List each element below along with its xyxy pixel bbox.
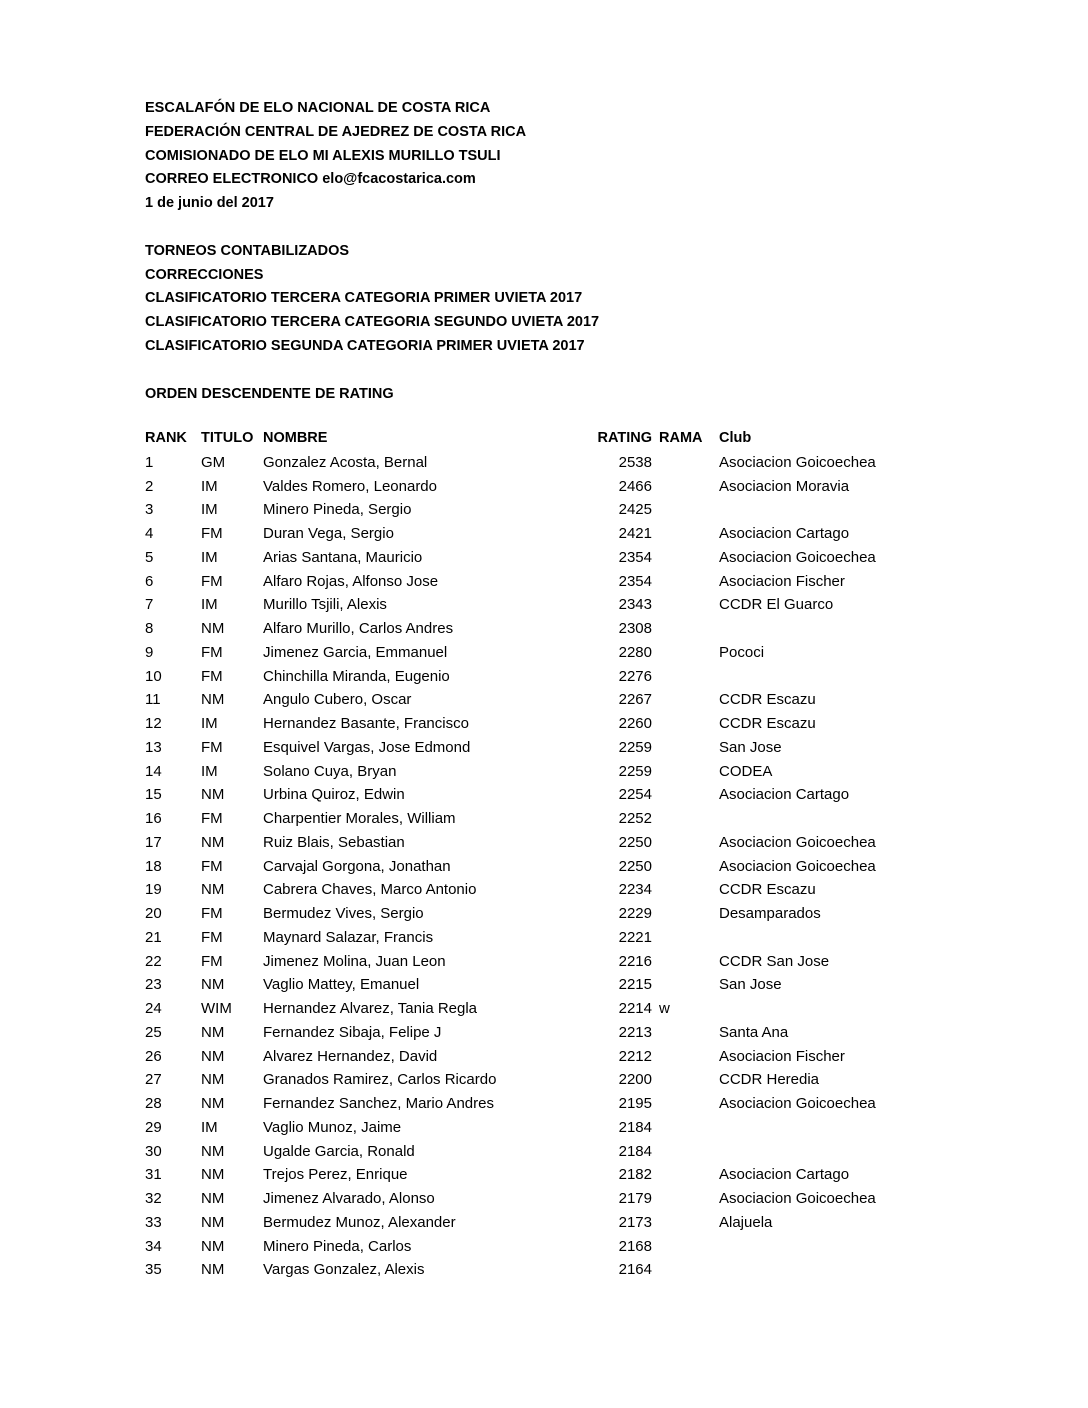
cell-title: NM: [201, 1190, 225, 1207]
cell-rating: 2276: [618, 667, 652, 685]
cell-title: IM: [201, 477, 218, 495]
cell-name: Alfaro Murillo, Carlos Andres: [263, 620, 454, 637]
cell-rating: 2200: [618, 1071, 652, 1089]
cell-title: FM: [201, 525, 223, 542]
cell-club: CCDR Heredia: [719, 1071, 820, 1089]
cell-name: Angulo Cubero, Oscar: [263, 691, 412, 709]
cell-rank: 1: [145, 453, 154, 471]
column-header-title: TITULO: [201, 430, 254, 446]
cell-rating: 2252: [618, 810, 652, 827]
cell-title: FM: [201, 952, 223, 970]
cell-rating: 2254: [618, 786, 652, 804]
cell-title: WIM: [201, 1000, 232, 1017]
order-label: ORDEN DESCENDENTE DE RATING: [145, 385, 394, 402]
cell-club: Asociacion Goicoechea: [719, 857, 876, 875]
cell-club: Asociacion Cartago: [719, 525, 850, 542]
cell-title: FM: [201, 667, 223, 685]
cell-rank: 35: [145, 1261, 162, 1279]
table-row: [145, 1258, 945, 1282]
cell-title: FM: [201, 928, 223, 946]
cell-rank: 18: [145, 857, 162, 875]
cell-rank: 23: [145, 976, 162, 994]
table-row: [145, 997, 945, 1021]
table-row: [145, 783, 945, 807]
cell-name: Vargas Gonzalez, Alexis: [263, 1261, 425, 1279]
cell-club: CCDR Escazu: [719, 715, 816, 732]
table-row: [145, 522, 945, 546]
cell-rating: 2421: [618, 525, 652, 542]
tournament-item: CLASIFICATORIO TERCERA CATEGORIA SEGUNDO UVIETA 2017: [145, 314, 600, 331]
table-row: [145, 475, 945, 499]
cell-title: NM: [201, 1213, 225, 1231]
cell-club: Asociacion Goicoechea: [719, 548, 876, 566]
cell-title: NM: [201, 1142, 225, 1160]
column-header-club: Club: [719, 430, 752, 446]
cell-name: Bermudez Munoz, Alexander: [263, 1213, 456, 1231]
cell-name: Esquivel Vargas, Jose Edmond: [263, 738, 471, 756]
cell-club: Pococi: [719, 643, 765, 661]
cell-rank: 6: [145, 572, 154, 590]
cell-club: CCDR Escazu: [719, 691, 816, 709]
cell-name: Vaglio Munoz, Jaime: [263, 1118, 402, 1136]
cell-name: Urbina Quiroz, Edwin: [263, 786, 405, 804]
cell-rank: 24: [145, 1000, 162, 1017]
cell-club: Asociacion Moravia: [719, 477, 850, 495]
cell-rating: 2164: [618, 1261, 652, 1279]
header-line-email: CORREO ELECTRONICO elo@fcacostarica.com: [145, 171, 476, 188]
cell-name: Fernandez Sibaja, Felipe J: [263, 1023, 442, 1041]
table-row: [145, 546, 945, 570]
cell-title: IM: [201, 501, 218, 519]
cell-rating: 2229: [618, 905, 652, 922]
cell-club: Santa Ana: [719, 1023, 789, 1041]
cell-rank: 17: [145, 833, 162, 851]
cell-rank: 11: [145, 691, 161, 709]
cell-title: NM: [201, 691, 225, 709]
cell-rank: 21: [145, 928, 162, 946]
cell-rank: 15: [145, 786, 162, 804]
cell-name: Vaglio Mattey, Emanuel: [263, 976, 420, 994]
cell-rating: 2354: [618, 572, 652, 590]
cell-rating: 2216: [618, 952, 652, 970]
cell-title: NM: [201, 1095, 225, 1112]
cell-club: Asociacion Goicoechea: [719, 1190, 876, 1207]
cell-name: Chinchilla Miranda, Eugenio: [263, 667, 450, 685]
header-date: 1 de junio del 2017: [145, 195, 274, 212]
cell-rank: 19: [145, 881, 162, 899]
cell-rank: 31: [145, 1166, 162, 1184]
cell-name: Charpentier Morales, William: [263, 810, 456, 827]
column-header-rating: RATING: [597, 430, 652, 446]
cell-rating: 2214: [618, 1000, 652, 1017]
cell-club: Asociacion Fischer: [719, 572, 845, 590]
cell-club: CCDR Escazu: [719, 881, 816, 899]
cell-title: IM: [201, 596, 218, 614]
cell-rank: 20: [145, 905, 162, 922]
cell-rating: 2538: [618, 453, 652, 471]
cell-rank: 32: [145, 1190, 162, 1207]
cell-club: Asociacion Cartago: [719, 1166, 850, 1184]
table-row: [145, 855, 945, 879]
cell-title: IM: [201, 715, 218, 732]
table-row: [145, 1211, 945, 1235]
cell-title: FM: [201, 857, 223, 875]
cell-rank: 28: [145, 1095, 162, 1112]
cell-rating: 2466: [618, 477, 652, 495]
cell-title: NM: [201, 1071, 225, 1089]
tournament-item: CLASIFICATORIO TERCERA CATEGORIA PRIMER UVIETA 2017: [145, 290, 583, 307]
column-header-rama: RAMA: [659, 430, 703, 446]
cell-title: NM: [201, 1261, 225, 1279]
cell-rank: 7: [145, 596, 154, 614]
cell-name: Carvajal Gorgona, Jonathan: [263, 857, 451, 875]
cell-club: Asociacion Cartago: [719, 786, 850, 804]
table-row: [145, 1187, 945, 1211]
cell-title: IM: [201, 1118, 218, 1136]
cell-club: San Jose: [719, 976, 782, 994]
table-row: [145, 950, 945, 974]
cell-name: Cabrera Chaves, Marco Antonio: [263, 881, 477, 899]
column-header-name: NOMBRE: [263, 430, 328, 446]
cell-rating: 2250: [618, 857, 652, 875]
cell-name: Solano Cuya, Bryan: [263, 762, 397, 780]
cell-rating: 2259: [618, 738, 652, 756]
table-row: [145, 665, 945, 689]
cell-rank: 25: [145, 1023, 162, 1041]
cell-name: Jimenez Molina, Juan Leon: [263, 952, 446, 970]
cell-rank: 30: [145, 1142, 162, 1160]
cell-rank: 9: [145, 643, 154, 661]
rating-table: [145, 427, 945, 1282]
cell-title: FM: [201, 643, 223, 661]
cell-club: Alajuela: [719, 1213, 773, 1231]
cell-rank: 14: [145, 762, 162, 780]
cell-title: NM: [201, 1023, 225, 1041]
table-row: [145, 807, 945, 831]
table-header-row: [145, 427, 945, 451]
cell-title: NM: [201, 1047, 225, 1065]
cell-title: NM: [201, 1237, 225, 1255]
table-row: [145, 736, 945, 760]
table-row: [145, 760, 945, 784]
table-row: [145, 1092, 945, 1116]
cell-club: San Jose: [719, 738, 782, 756]
cell-rank: 22: [145, 952, 162, 970]
header-line-commissioner: COMISIONADO DE ELO MI ALEXIS MURILLO TSULI: [145, 147, 501, 164]
cell-club: Desamparados: [719, 905, 821, 922]
cell-title: NM: [201, 1166, 225, 1184]
cell-rank: 5: [145, 548, 154, 566]
header-line-title: ESCALAFÓN DE ELO NACIONAL DE COSTA RICA: [145, 100, 491, 116]
cell-rating: 2354: [618, 548, 652, 566]
cell-name: Hernandez Alvarez, Tania Regla: [263, 1000, 478, 1017]
cell-rank: 2: [145, 477, 154, 495]
cell-rating: 2259: [618, 762, 652, 780]
table-row: [145, 1021, 945, 1045]
table-row: [145, 617, 945, 641]
cell-rating: 2213: [618, 1023, 652, 1041]
table-row: [145, 451, 945, 475]
table-row: [145, 878, 945, 902]
cell-rank: 33: [145, 1213, 162, 1231]
cell-rating: 2267: [618, 691, 652, 709]
table-row: [145, 1235, 945, 1259]
cell-rating: 2184: [618, 1142, 652, 1160]
table-row: [145, 973, 945, 997]
cell-title: FM: [201, 738, 223, 756]
cell-rank: 13: [145, 738, 162, 756]
cell-name: Bermudez Vives, Sergio: [263, 905, 424, 922]
cell-rating: 2234: [618, 881, 652, 899]
cell-rank: 27: [145, 1071, 162, 1089]
cell-rating: 2425: [618, 501, 652, 519]
cell-rating: 2184: [618, 1118, 652, 1136]
cell-name: Murillo Tsjili, Alexis: [263, 596, 387, 614]
cell-title: NM: [201, 976, 225, 994]
cell-rama: w: [659, 1000, 670, 1017]
cell-rank: 4: [145, 525, 154, 542]
cell-name: Alvarez Hernandez, David: [263, 1047, 438, 1065]
cell-club: Asociacion Goicoechea: [719, 833, 876, 851]
cell-title: NM: [201, 833, 225, 851]
cell-title: GM: [201, 453, 226, 471]
cell-title: FM: [201, 905, 223, 922]
cell-title: FM: [201, 810, 223, 827]
cell-name: Jimenez Garcia, Emmanuel: [263, 643, 448, 661]
table-row: [145, 593, 945, 617]
cell-rating: 2179: [618, 1190, 652, 1207]
cell-rank: 26: [145, 1047, 162, 1065]
table-row: [145, 1045, 945, 1069]
cell-rank: 3: [145, 501, 154, 519]
cell-rank: 10: [145, 667, 162, 685]
cell-name: Hernandez Basante, Francisco: [263, 715, 469, 732]
table-row: [145, 498, 945, 522]
header-line-federation: FEDERACIÓN CENTRAL DE AJEDREZ DE COSTA RICA: [145, 123, 527, 140]
cell-club: CCDR San Jose: [719, 952, 830, 970]
cell-club: CCDR El Guarco: [719, 596, 834, 614]
cell-name: Arias Santana, Mauricio: [263, 548, 423, 566]
cell-name: Minero Pineda, Sergio: [263, 501, 412, 519]
cell-rating: 2308: [618, 620, 652, 637]
cell-rating: 2250: [618, 833, 652, 851]
cell-rating: 2173: [618, 1213, 652, 1231]
cell-name: Minero Pineda, Carlos: [263, 1237, 412, 1255]
cell-name: Ugalde Garcia, Ronald: [263, 1142, 415, 1160]
header-block: [145, 97, 599, 406]
cell-rating: 2212: [618, 1047, 652, 1065]
table-row: [145, 570, 945, 594]
cell-name: Maynard Salazar, Francis: [263, 928, 434, 946]
tournaments-title: TORNEOS CONTABILIZADOS: [145, 242, 350, 259]
cell-title: NM: [201, 786, 225, 804]
cell-rating: 2280: [618, 643, 652, 661]
table-row: [145, 1140, 945, 1164]
cell-name: Valdes Romero, Leonardo: [263, 477, 437, 495]
tournament-item: CLASIFICATORIO SEGUNDA CATEGORIA PRIMER UVIETA 2017: [145, 337, 585, 354]
cell-title: IM: [201, 762, 218, 780]
cell-rating: 2260: [618, 715, 652, 732]
table-row: [145, 712, 945, 736]
cell-rank: 16: [145, 810, 162, 827]
cell-rating: 2215: [618, 976, 652, 994]
cell-name: Fernandez Sanchez, Mario Andres: [263, 1095, 494, 1112]
cell-name: Trejos Perez, Enrique: [263, 1166, 408, 1184]
cell-title: IM: [201, 548, 218, 566]
table-row: [145, 902, 945, 926]
table-row: [145, 688, 945, 712]
table-row: [145, 641, 945, 665]
cell-name: Duran Vega, Sergio: [263, 525, 394, 542]
cell-club: Asociacion Goicoechea: [719, 453, 876, 471]
cell-name: Jimenez Alvarado, Alonso: [263, 1190, 435, 1207]
column-header-rank: RANK: [145, 430, 187, 446]
cell-rating: 2195: [618, 1095, 652, 1112]
cell-club: CODEA: [719, 762, 773, 780]
table-row: [145, 831, 945, 855]
cell-club: Asociacion Goicoechea: [719, 1095, 876, 1112]
cell-rank: 8: [145, 620, 154, 637]
cell-title: NM: [201, 620, 225, 637]
cell-rating: 2182: [618, 1166, 652, 1184]
cell-name: Alfaro Rojas, Alfonso Jose: [263, 572, 439, 590]
cell-rating: 2168: [618, 1237, 652, 1255]
table-row: [145, 1068, 945, 1092]
cell-rank: 34: [145, 1237, 162, 1255]
tournament-item: CORRECCIONES: [145, 266, 264, 283]
cell-rank: 29: [145, 1118, 162, 1136]
cell-club: Asociacion Fischer: [719, 1047, 845, 1065]
cell-name: Ruiz Blais, Sebastian: [263, 833, 405, 851]
cell-rating: 2221: [618, 928, 652, 946]
cell-rating: 2343: [618, 596, 652, 614]
table-row: [145, 1163, 945, 1187]
table-row: [145, 1116, 945, 1140]
cell-rank: 12: [145, 715, 162, 732]
cell-title: FM: [201, 572, 223, 590]
cell-name: Granados Ramirez, Carlos Ricardo: [263, 1071, 497, 1089]
cell-name: Gonzalez Acosta, Bernal: [263, 453, 428, 471]
table-row: [145, 926, 945, 950]
cell-title: NM: [201, 881, 225, 899]
